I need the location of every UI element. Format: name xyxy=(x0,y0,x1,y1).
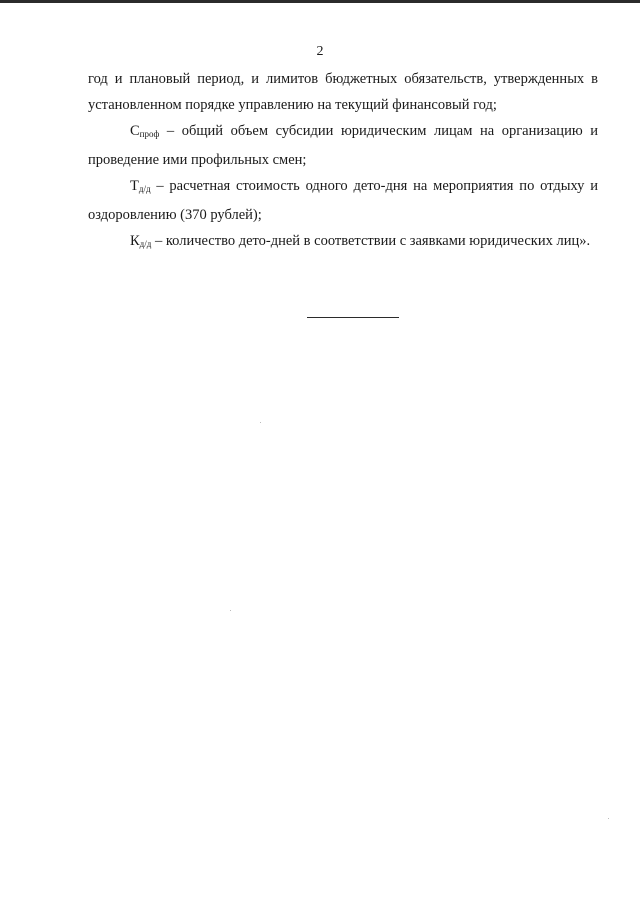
top-border-line xyxy=(0,0,640,3)
scan-speck xyxy=(608,818,609,819)
variable-symbol: С xyxy=(130,123,140,139)
variable-symbol: Т xyxy=(130,178,139,194)
paragraph-definition-count xyxy=(88,228,598,257)
definition-text: – количество дето-дней в соответствии с заявками юридических лиц». xyxy=(151,233,591,249)
variable-symbol: К xyxy=(130,233,140,249)
paragraph-definition-subsidy xyxy=(88,118,598,173)
paragraph-definition-cost xyxy=(88,173,598,228)
scan-speck xyxy=(260,422,261,423)
definition-text: – общий объем субсидии юридическим лицам на организацию и проведение ими профильных смен; xyxy=(88,123,598,168)
paragraph-continuation: год и плановый период, и лимитов бюджетных обязательств, утвержденных в установленном порядке управлению на текущий финансовый год; xyxy=(88,71,598,113)
scan-speck xyxy=(230,610,231,611)
variable-subscript: д/д xyxy=(138,184,151,194)
variable-subscript: проф xyxy=(139,129,160,139)
page-number: 2 xyxy=(316,44,324,59)
variable-subscript: д/д xyxy=(139,239,152,249)
document-body xyxy=(88,66,598,257)
definition-text: – расчетная стоимость одного дето-дня на мероприятия по отдыху и оздоровлению (370 рублей); xyxy=(88,178,598,223)
end-of-document-line xyxy=(307,317,399,318)
